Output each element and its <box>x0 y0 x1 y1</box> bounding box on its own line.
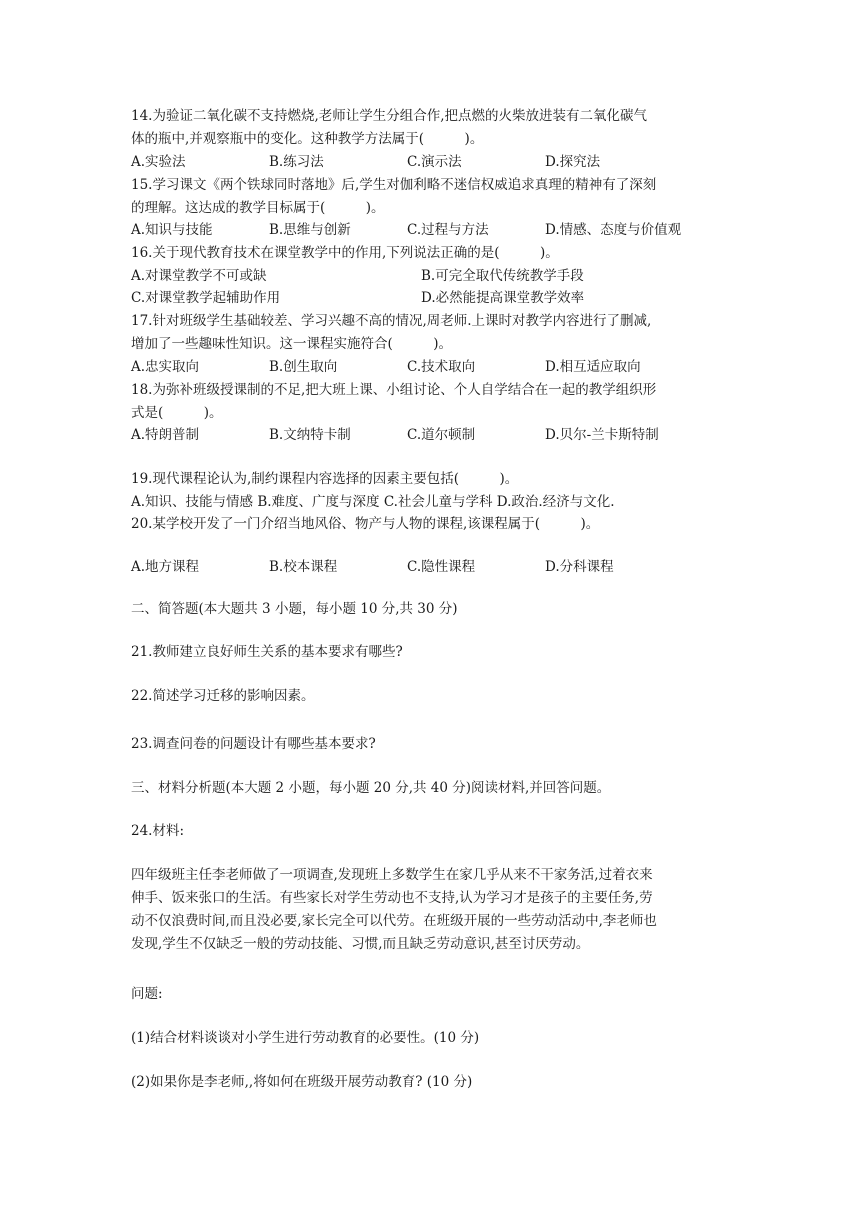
q24-label: 24.材料: <box>131 823 185 839</box>
q20-option-b: B.校本课程 <box>269 559 338 575</box>
q16-option-d: D.必然能提高课堂教学效率 <box>421 290 585 306</box>
q20-option-d: D.分科课程 <box>545 559 614 575</box>
q16-option-a: A.对课堂教学不可或缺 <box>131 268 267 284</box>
q18-option-a: A.特朗普制 <box>131 427 200 443</box>
material-line3: 动不仅浪费时间,而且没必要,家长完全可以代劳。在班级开展的一些劳动活动中,李老师也 <box>131 913 657 929</box>
q17-option-c: C.技术取向 <box>407 359 476 375</box>
q14-stem-line1: 14.为验证二氧化碳不支持燃烧,老师让学生分组合作,把点燃的火柴放进装有二氧化碳气 <box>131 108 648 124</box>
q18-stem-line2: 式是( )。 <box>131 405 223 421</box>
q15-option-b: B.思维与创新 <box>269 222 351 238</box>
q17-option-d: D.相互适应取向 <box>545 359 641 375</box>
q15-options <box>131 219 731 241</box>
sub-question-1: (1)结合材料谈谈对小学生进行劳动教育的必要性。(10 分) <box>131 1030 480 1046</box>
q14-stem-line2: 体的瓶中,并观察瓶中的变化。这种教学方法属于( )。 <box>131 131 484 147</box>
q16-options-row2 <box>131 287 731 309</box>
q20-options <box>131 556 731 578</box>
q17-option-a: A.忠实取向 <box>131 359 200 375</box>
material-line2: 伸手、饭来张口的生活。有些家长对学生劳动也不支持,认为学习才是孩子的主要任务,劳 <box>131 890 653 906</box>
q15-option-d: D.情感、态度与价值观 <box>545 222 682 238</box>
q16-stem: 16.关于现代教育技术在课堂教学中的作用,下列说法正确的是( )。 <box>131 245 559 261</box>
q22-text: 22.简述学习迁移的影响因素。 <box>131 688 315 704</box>
q20-stem: 20.某学校开发了一门介绍当地风俗、物产与人物的课程,该课程属于( )。 <box>131 516 600 532</box>
material-line1: 四年级班主任李老师做了一项调查,发现班上多数学生在家几乎从来不干家务活,过着衣来 <box>131 867 653 883</box>
q18-option-d: D.贝尔-兰卡斯特制 <box>545 427 659 443</box>
q17-options <box>131 356 731 378</box>
q16-option-b: B.可完全取代传统教学手段 <box>421 268 584 284</box>
q14-option-b: B.练习法 <box>269 154 324 170</box>
q14-options <box>131 151 731 173</box>
q19-stem: 19.现代课程论认为,制约课程内容选择的因素主要包括( )。 <box>131 471 519 487</box>
q20-option-a: A.地方课程 <box>131 559 200 575</box>
sub-question-2: (2)如果你是李老师,,将如何在班级开展劳动教育? (10 分) <box>131 1074 473 1090</box>
q15-stem-line2: 的理解。这达成的教学目标属于( )。 <box>131 200 385 216</box>
q21-text: 21.教师建立良好师生关系的基本要求有哪些? <box>131 644 403 660</box>
q15-option-a: A.知识与技能 <box>131 222 213 238</box>
q17-option-b: B.创生取向 <box>269 359 338 375</box>
q14-option-c: C.演示法 <box>407 154 462 170</box>
section2-heading: 二、简答题(本大题共 3 小题，每小题 10 分,共 30 分) <box>131 601 458 617</box>
question-label: 问题: <box>131 986 163 1002</box>
q14-option-a: A.实验法 <box>131 154 186 170</box>
q19-options: A.知识、技能与情感 B.难度、广度与深度 C.社会儿童与学科 D.政治.经济与文化. <box>131 494 615 510</box>
q15-stem-line1: 15.学习课文《两个铁球同时落地》后,学生对伽利略不迷信权威追求真理的精神有了深刻 <box>131 177 657 193</box>
section3-heading: 三、材料分析题(本大题 2 小题，每小题 20 分,共 40 分)阅读材料,并回答问题。 <box>131 780 611 796</box>
q17-stem-line1: 17.针对班级学生基础较差、学习兴趣不高的情况,周老师.上课时对教学内容进行了删减, <box>131 313 652 329</box>
q14-option-d: D.探究法 <box>545 154 601 170</box>
q23-text: 23.调查问卷的问题设计有哪些基本要求? <box>131 736 376 752</box>
q18-stem-line1: 18.为弥补班级授课制的不足,把大班上课、小组讨论、个人自学结合在一起的教学组织形 <box>131 382 657 398</box>
q18-options <box>131 424 731 446</box>
q18-option-c: C.道尔顿制 <box>407 427 476 443</box>
q16-options-row1 <box>131 265 731 287</box>
q17-stem-line2: 增加了一些趣味性知识。这一课程实施符合( )。 <box>131 336 453 352</box>
q15-option-c: C.过程与方法 <box>407 222 489 238</box>
q16-option-c: C.对课堂教学起辅助作用 <box>131 290 281 306</box>
material-line4: 发现,学生不仅缺乏一般的劳动技能、习惯,而且缺乏劳动意识,甚至讨厌劳动。 <box>131 936 590 952</box>
q18-option-b: B.文纳特卡制 <box>269 427 351 443</box>
q20-option-c: C.隐性课程 <box>407 559 476 575</box>
